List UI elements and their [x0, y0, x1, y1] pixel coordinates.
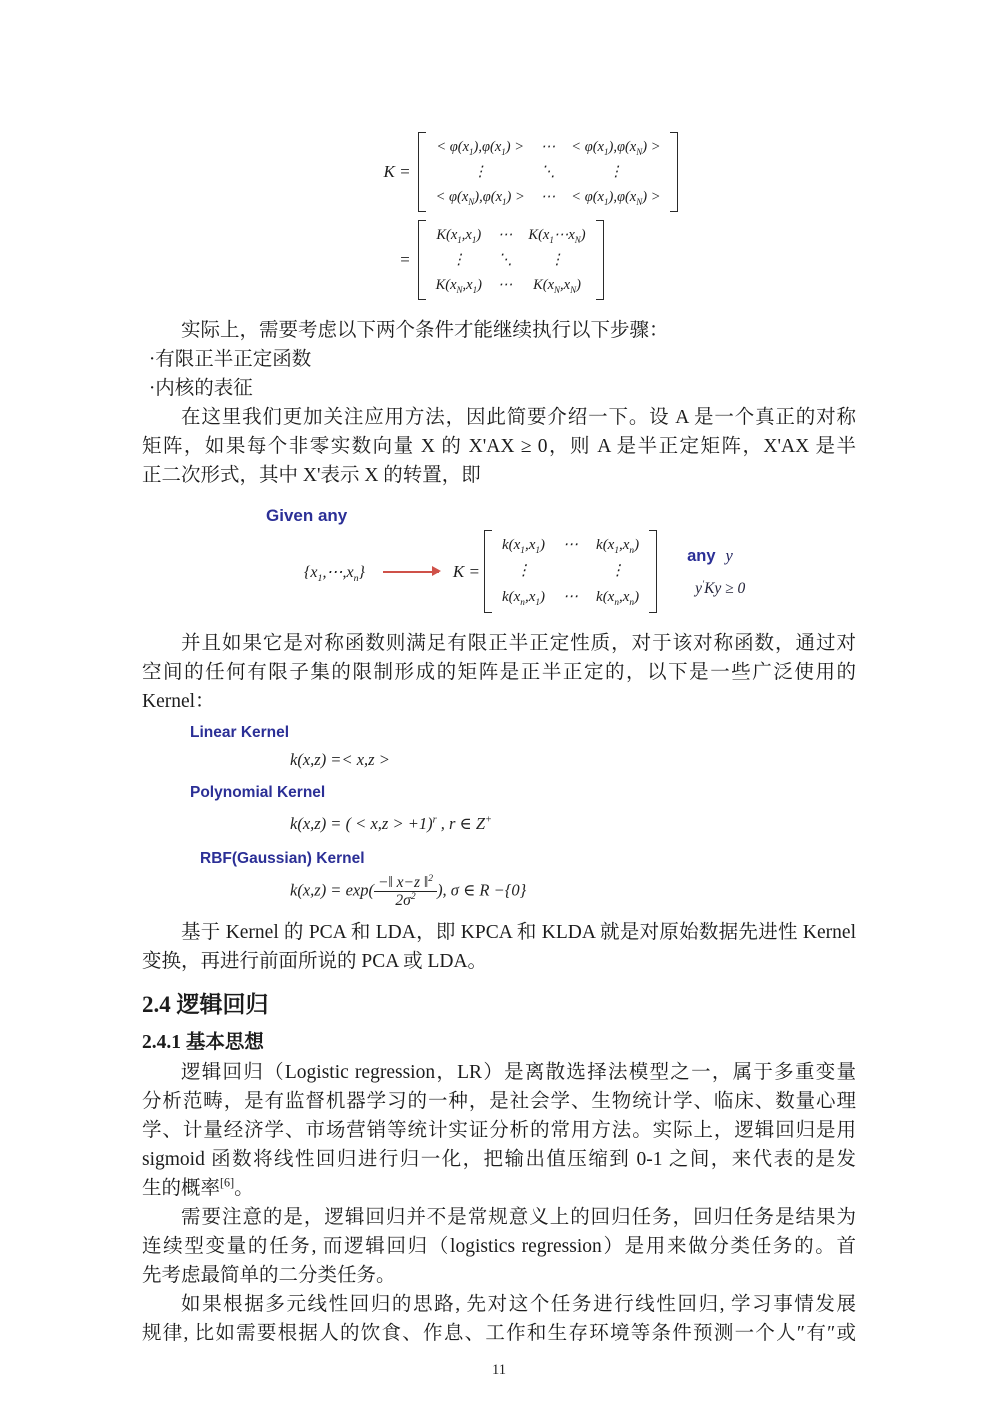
- text-line: 规律, 比如需要根据人的饮食、作息、工作和生存环境等条件预测一个人″有″或: [142, 1322, 856, 1344]
- rbf-fraction: [374, 874, 437, 910]
- left-bracket: [418, 132, 426, 212]
- matrix-cell: $k(x_1,x_1)$: [501, 537, 546, 556]
- matrix-cell: $k(x_n,x_1)$: [501, 589, 546, 608]
- kernel-matrix-derivation: [206, 132, 856, 300]
- text-line: 如果根据多元线性回归的思路, 先对这个任务进行线性回归, 学习事情发展: [181, 1293, 856, 1315]
- matrix-cell: < $\varphi(x_1),\varphi(x_1)$ >: [436, 139, 525, 157]
- text-line: sigmoid 函数将线性回归进行归一化，把输出值压缩到 0-1 之间，来代表的是发: [142, 1148, 856, 1170]
- matrix-cell: $K(x_N,x_N)$: [533, 277, 581, 295]
- matrix-cell: ⋱: [497, 252, 513, 268]
- lr-linear-regression-paragraph: [142, 1290, 856, 1348]
- page-number: 11: [492, 1361, 506, 1378]
- text-line: 空间的任何有限子集的限制形成的矩阵是正半正定的，以下是一些广泛使用的: [142, 662, 856, 683]
- fraction-numerator: −‖ x−z ‖$^2$: [374, 874, 437, 892]
- linear-kernel-formula: k(x,z) =< x,z >: [290, 750, 390, 769]
- matrix-cell: ⋱: [540, 164, 556, 180]
- text-line: 并且如果它是对称函数则满足有限正半正定性质，对于该对称函数，通过对: [181, 633, 856, 654]
- matrix-cell: ⋮: [451, 252, 466, 268]
- fraction-denominator: $2\sigma^2$: [395, 891, 416, 910]
- conditions-paragraph: [142, 316, 856, 490]
- psd-kernel-figure: [142, 506, 856, 613]
- rbf-kernel-title: RBF(Gaussian) Kernel: [200, 850, 365, 867]
- matrix-cell: ⋯: [497, 227, 513, 243]
- phi-inner-product-matrix: [418, 132, 679, 212]
- matrix-cell: ⋮: [516, 563, 531, 579]
- kpca-paragraph: [142, 918, 856, 976]
- text-line: 先考虑最简单的二分类任务。: [142, 1264, 396, 1286]
- subsection-heading-2-4-1: 2.4.1 基本思想: [142, 1031, 264, 1053]
- symmetric-function-paragraph: [142, 629, 856, 716]
- gram-matrix: [484, 530, 657, 613]
- right-bracket: [596, 220, 604, 300]
- kernel-list: [142, 722, 856, 910]
- text-line: 变换，再进行前面所说的 PCA 或 LDA。: [142, 950, 488, 972]
- matrix-cell: ⋮: [472, 164, 488, 180]
- rbf-kernel-formula: [290, 874, 856, 910]
- equation-lhs-equals: =: [399, 250, 411, 269]
- figure-right-column: [687, 546, 745, 598]
- matrix-cell: ⋮: [549, 252, 565, 268]
- text-line: 分析范畴，是有监督机器学习的一种，是社会学、生物统计学、临床、数量心理: [142, 1090, 856, 1112]
- matrix-cells: [492, 530, 649, 613]
- matrix-cell: $k(x_1,x_n)$: [596, 537, 640, 556]
- matrix-cell: ⋯: [563, 537, 579, 553]
- text-line: 实际上，需要考虑以下两个条件才能继续执行以下步骤：: [181, 320, 669, 341]
- bullet-line: ·内核的表征: [148, 378, 253, 399]
- text-line: 逻辑回归（Logistic regression，LR）是离散选择法模型之一，属于多重变量: [181, 1061, 856, 1083]
- text-line: 基于 Kernel 的 PCA 和 LDA，即 KPCA 和 KLDA 就是对原始数据先进性 Kernel: [181, 921, 856, 943]
- page-content: [142, 0, 856, 1379]
- any-label: any: [687, 546, 716, 565]
- text-line: 正二次形式，其中 X'表示 X 的转置，即: [142, 465, 481, 486]
- linear-kernel-title: Linear Kernel: [190, 724, 290, 741]
- matrix-cell: ⋯: [563, 589, 579, 605]
- text-line: 学、计量经济学、市场营销等统计实证分析的常用方法。实际上，逻辑回归是用: [142, 1119, 856, 1141]
- sample-set-expression: $\{x_1,\cdots,x_n\}$: [304, 563, 365, 584]
- matrix-cells: [426, 132, 671, 212]
- bullet-line: ·有限正半正定函数: [148, 349, 312, 370]
- text-line: 在这里我们更加关注应用方法，因此简要介绍一下。设 A 是一个真正的对称: [181, 407, 856, 428]
- text-line: Kernel：: [142, 691, 215, 712]
- right-bracket: [670, 132, 678, 212]
- matrix-cell: ⋯: [540, 139, 556, 155]
- matrix-cell: < $\varphi(x_1),\varphi(x_N)$ >: [571, 189, 661, 207]
- right-bracket: [649, 530, 657, 613]
- matrix-cell: ⋮: [610, 563, 626, 579]
- matrix-cell: ⋯: [497, 277, 513, 293]
- arrow-right-icon: [383, 571, 439, 573]
- rbf-formula-prefix: k(x,z) = exp(: [290, 880, 374, 900]
- any-y-label: [687, 546, 745, 566]
- matrix-cell: $K(x_1\cdots x_N)$: [528, 227, 586, 245]
- text-line: 矩阵，如果每个非零实数向量 X 的 X'AX ≥ 0，则 A 是半正定矩阵，X'AX 是半: [142, 436, 856, 457]
- y-variable: y: [725, 545, 733, 565]
- matrix-cell: < $\varphi(x_1),\varphi(x_N)$ >: [571, 139, 661, 157]
- figure-row: [304, 530, 856, 613]
- lr-definition-paragraph: [142, 1058, 856, 1203]
- K-function-matrix: [418, 220, 604, 300]
- matrix-cell: ⋯: [540, 189, 556, 205]
- matrix-cell: $K(x_N,x_1)$: [435, 277, 482, 295]
- lr-classification-paragraph: [142, 1203, 856, 1290]
- left-bracket: [418, 220, 426, 300]
- polynomial-kernel-title: Polynomial Kernel: [190, 784, 326, 801]
- matrix-cell: < $\varphi(x_N),\varphi(x_1)$ >: [435, 189, 525, 207]
- matrix-cell: $k(x_n,x_n)$: [596, 589, 640, 608]
- given-any-label: Given any: [266, 506, 348, 525]
- text-line: 生的概率[6]。: [142, 1175, 254, 1199]
- polynomial-kernel-formula: k(x,z) = ( < x,z > +1)$^r$ , r ∈ Z+: [290, 814, 492, 833]
- matrix-cells: [426, 220, 596, 300]
- k-equals: K =: [452, 561, 480, 581]
- left-bracket: [484, 530, 492, 613]
- text-line: 需要注意的是，逻辑回归并不是常规意义上的回归任务，回归任务是结果为: [181, 1206, 856, 1228]
- section-heading-2-4: 2.4 逻辑回归: [142, 991, 269, 1017]
- rbf-formula-suffix: ), σ ∈ R −{0}: [437, 880, 527, 900]
- matrix-cell: $K(x_1,x_1)$: [436, 227, 482, 245]
- matrix-cell: ⋮: [608, 164, 624, 180]
- equation-lhs-K: K =: [383, 162, 411, 181]
- text-line: 连续型变量的任务, 而逻辑回归（logistics regression）是用来做分类任务的。首: [142, 1235, 856, 1257]
- psd-condition: y′Ky ≥ 0: [695, 578, 746, 597]
